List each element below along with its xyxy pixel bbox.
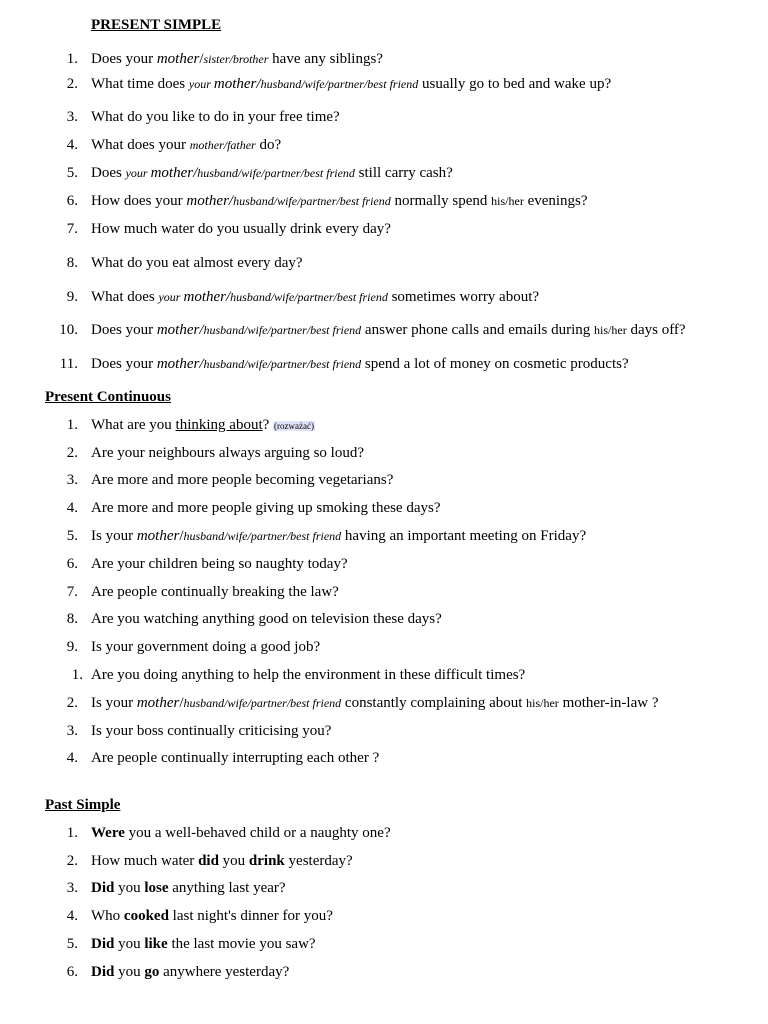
text: Are your children being so naughty today?: [91, 556, 348, 572]
bold-text: did: [198, 853, 219, 869]
small-italic-text: husband/wife/partner/best friend: [230, 290, 388, 304]
italic-text: mother/: [183, 289, 231, 305]
list-item-number: 6.: [66, 556, 78, 572]
text: Are more and more people giving up smoking these days?: [91, 500, 441, 516]
text: How does your: [91, 193, 187, 209]
list-item-text: [91, 907, 333, 925]
bold-text: Did: [91, 936, 115, 952]
list-item-text: [91, 288, 539, 306]
small-text: his/her: [526, 696, 559, 710]
list-item-number: 4.: [66, 137, 78, 153]
list-item-text: [91, 355, 629, 373]
text: Are your neighbours always arguing so loud?: [91, 445, 365, 461]
list-item-text: [91, 321, 686, 339]
text: do?: [255, 137, 282, 153]
text: Are people continually interrupting each other ?: [91, 750, 380, 766]
list-item-number: 11.: [59, 356, 78, 372]
list-item-text: [91, 50, 383, 68]
list-item-number: 3.: [66, 880, 78, 896]
list-item-number: 7.: [66, 584, 78, 600]
list-item-text: [91, 527, 586, 545]
text: anywhere yesterday?: [159, 964, 290, 980]
text: What are you: [91, 417, 176, 433]
list-item-number: 4.: [66, 908, 78, 924]
list-item-number: 2.: [66, 853, 78, 869]
text: you: [114, 880, 145, 896]
italic-text: mother/: [186, 193, 234, 209]
list-item-number: 9.: [66, 639, 78, 655]
text: have any siblings?: [268, 51, 383, 67]
italic-text: mother/: [156, 322, 204, 338]
past-simple-heading: Past Simple: [45, 797, 121, 813]
small-italic-text: mother/father: [189, 138, 256, 152]
text: How much water: [91, 853, 199, 869]
list-item-text: [91, 963, 289, 981]
list-item-text: [91, 879, 286, 897]
text: Does your: [91, 51, 157, 67]
text: Are more and more people becoming vegetarians?: [91, 472, 394, 488]
italic-text: mother/: [156, 356, 204, 372]
list-item-text: [91, 75, 611, 93]
text: How much water do you usually drink every day?: [91, 221, 391, 237]
list-item-text: [91, 638, 320, 656]
list-item-number: 1.: [71, 667, 83, 683]
bold-text: Did: [91, 880, 115, 896]
text: answer phone calls and emails during: [361, 322, 595, 338]
list-item-number: 1.: [66, 51, 78, 67]
list-item-number: 2.: [66, 695, 78, 711]
text: sometimes worry about?: [387, 289, 540, 305]
text: evenings?: [523, 193, 588, 209]
list-item-number: 8.: [66, 611, 78, 627]
list-item-number: 1.: [66, 417, 78, 433]
list-item-text: [91, 722, 331, 740]
text: days off?: [626, 322, 686, 338]
italic-text: mother: [136, 695, 180, 711]
text: usually go to bed and wake up?: [418, 76, 612, 92]
list-item-text: [91, 164, 453, 182]
list-item-text: [91, 136, 281, 154]
list-item-number: 6.: [66, 193, 78, 209]
small-italic-text: husband/wife/partner/best friend: [233, 194, 391, 208]
text: last night's dinner for you?: [168, 908, 333, 924]
text: Is your: [91, 528, 137, 544]
list-item-number: 2.: [66, 76, 78, 92]
text: you: [114, 936, 145, 952]
list-item-number: 10.: [59, 322, 78, 338]
text: having an important meeting on Friday?: [341, 528, 587, 544]
text: constantly complaining about: [341, 695, 527, 711]
list-item-number: 5.: [66, 936, 78, 952]
bold-text: go: [144, 964, 160, 980]
small-italic-text: your: [188, 77, 214, 91]
italic-text: mother: [136, 528, 180, 544]
text: /: [199, 51, 204, 67]
text: Is your government doing a good job?: [91, 639, 321, 655]
list-item-text: [91, 749, 379, 767]
list-item-text: [91, 555, 348, 573]
list-item-text: [91, 666, 525, 684]
list-item-number: 8.: [66, 255, 78, 271]
text: normally spend: [390, 193, 492, 209]
text: Is your: [91, 695, 137, 711]
text: you: [218, 853, 249, 869]
text: What does your: [91, 137, 190, 153]
list-item-text: [91, 852, 353, 870]
text: Does: [91, 165, 126, 181]
text: What do you eat almost every day?: [91, 255, 303, 271]
text: anything last year?: [168, 880, 286, 896]
list-item-number: 3.: [66, 723, 78, 739]
list-item-text: [91, 192, 588, 210]
present-continuous-heading: Present Continuous: [45, 389, 171, 405]
small-text: his/her: [594, 323, 627, 337]
bold-text: like: [144, 936, 168, 952]
text: What time does: [91, 76, 189, 92]
list-item-number: 6.: [66, 964, 78, 980]
present-simple-heading: PRESENT SIMPLE: [91, 17, 222, 33]
small-italic-text: husband/wife/partner/best friend: [203, 357, 362, 371]
bold-text: lose: [144, 880, 169, 896]
list-item-number: 4.: [66, 750, 78, 766]
text: Who: [91, 908, 124, 924]
small-italic-text: sister/brother: [203, 52, 269, 66]
small-italic-text: husband/wife/partner/best friend: [260, 77, 419, 91]
text: What does: [91, 289, 159, 305]
italic-text: mother/: [150, 165, 198, 181]
text: mother-in-law ?: [558, 695, 659, 711]
list-item-number: 3.: [66, 472, 78, 488]
text: Are you watching anything good on television these days?: [91, 611, 442, 627]
list-item-text: [91, 254, 303, 272]
bold-text: cooked: [123, 908, 169, 924]
list-item-text: [91, 108, 340, 126]
italic-text: mother: [156, 51, 200, 67]
small-italic-text: husband/wife/partner/best friend: [203, 323, 362, 337]
list-item-number: 4.: [66, 500, 78, 516]
underlined-text: thinking about: [175, 417, 263, 433]
bold-text: drink: [248, 853, 285, 869]
small-italic-text: your: [158, 290, 184, 304]
list-item-text: [91, 694, 658, 712]
list-item-number: 1.: [66, 825, 78, 841]
text: Are people continually breaking the law?: [91, 584, 339, 600]
list-item-number: 5.: [66, 528, 78, 544]
text: still carry cash?: [354, 165, 453, 181]
text: ?: [262, 417, 274, 433]
text: the last movie you saw?: [167, 936, 316, 952]
list-item-text: [91, 499, 441, 517]
italic-text: mother/: [213, 76, 261, 92]
list-item-number: 9.: [66, 289, 78, 305]
list-item-number: 2.: [66, 445, 78, 461]
list-item-number: 7.: [66, 221, 78, 237]
list-item-number: 3.: [66, 109, 78, 125]
small-italic-text: husband/wife/partner/best friend: [183, 529, 342, 543]
text: yesterday?: [284, 853, 353, 869]
small-italic-text: your: [125, 166, 151, 180]
bold-text: Did: [91, 964, 115, 980]
text: you a well-behaved child or a naughty one?: [124, 825, 391, 841]
list-item-text: [91, 471, 393, 489]
text: Are you doing anything to help the environment in these difficult times?: [91, 667, 526, 683]
highlighted-note: (rozważać): [274, 421, 315, 431]
list-item-text: [91, 935, 316, 953]
text: /: [179, 695, 184, 711]
list-item-text: [91, 824, 391, 842]
list-item-text: [91, 583, 339, 601]
list-item-text: [91, 416, 315, 435]
list-item-text: [91, 444, 364, 462]
text: spend a lot of money on cosmetic products?: [361, 356, 629, 372]
text: /: [179, 528, 184, 544]
text: you: [114, 964, 145, 980]
text: Is your boss continually criticising you?: [91, 723, 332, 739]
list-item-text: [91, 220, 391, 238]
text: Does your: [91, 356, 157, 372]
bold-text: Were: [91, 825, 125, 841]
small-italic-text: husband/wife/partner/best friend: [183, 696, 342, 710]
list-item-text: [91, 610, 442, 628]
small-italic-text: husband/wife/partner/best friend: [197, 166, 355, 180]
list-item-number: 5.: [66, 165, 78, 181]
text: Does your: [91, 322, 157, 338]
small-text: his/her: [491, 194, 524, 208]
text: What do you like to do in your free time?: [91, 109, 340, 125]
